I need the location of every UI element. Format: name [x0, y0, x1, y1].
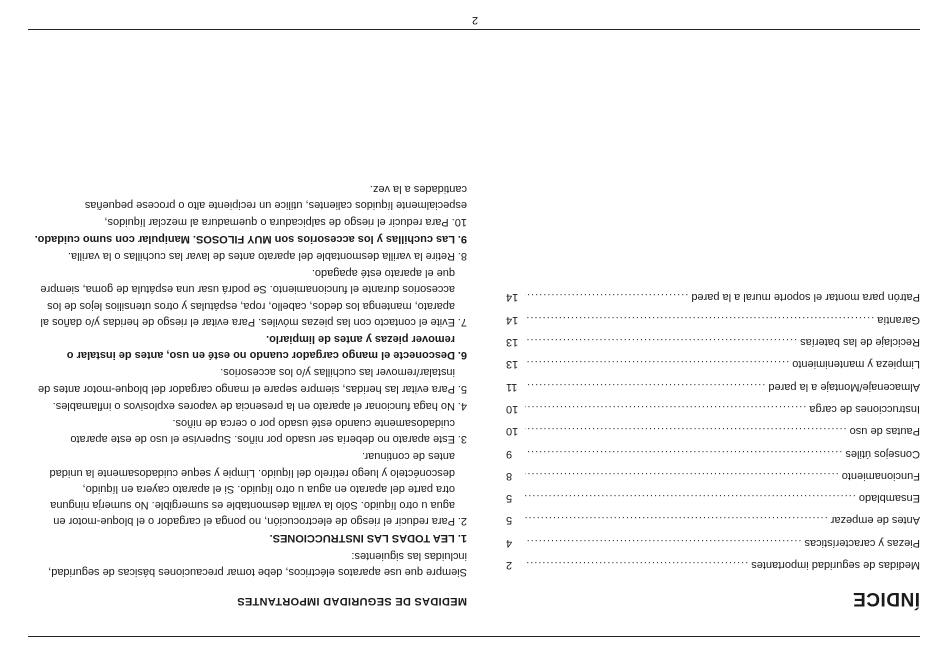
safety-item-9 — [32, 231, 467, 247]
toc-entry-label: Consejos útiles — [845, 447, 920, 460]
item-text: Para evitar las heridas, siempre separe el mango cargador del bloque-motor antes de instalar/remover las cuchillas y/o los accesorios. — [37, 366, 455, 395]
safety-item-10: 10. Para reducir el riesgo de salpicadura o quemadura al mezclar líquidos, especialmente líquidos calientes, utilice un recipiente alto o procese pequeñas cantidades a la vez. — [84, 183, 467, 228]
toc-leader-dots — [525, 492, 856, 504]
item-number: 4. — [457, 399, 467, 412]
safety-item-8 — [32, 248, 467, 264]
toc-entry-label: Patrón para montar el soporte mural a la pared — [691, 291, 920, 304]
safety-intro: Siempre que use aparatos eléctricos, debe tomar precauciones básicas de seguridad, incluidas las siguientes: — [48, 549, 467, 578]
item-number: 3. — [457, 433, 467, 446]
item-number: 6. — [457, 349, 467, 362]
toc-entry-page: 5 — [506, 492, 513, 505]
toc-leader-dots — [525, 537, 801, 549]
toc-entry-label: Antes de empezar — [830, 514, 920, 527]
item-text: Las cuchillas y los accesorios son MUY FILOSOS. Manipular con sumo cuidado. — [34, 232, 455, 245]
toc-leader-dots — [525, 559, 748, 571]
toc-entry-page: 11 — [506, 380, 518, 393]
item-number: 7. — [457, 315, 467, 328]
toc-entry-label: Almacenaje/Montaje a la pared — [768, 380, 920, 393]
safety-item-5 — [32, 364, 467, 396]
item-number: 2. — [457, 515, 467, 528]
toc-entry-label: Ensamblado — [858, 492, 920, 505]
safety-item-3 — [32, 415, 467, 447]
toc-entry-page: 10 — [506, 425, 519, 438]
safety-item-4 — [32, 398, 467, 414]
toc-entry-page: 8 — [506, 469, 513, 482]
toc-list — [506, 281, 920, 571]
toc-leader-dots — [525, 448, 842, 460]
toc-leader-dots — [525, 514, 828, 526]
toc-entry — [506, 348, 920, 370]
toc-entry — [506, 526, 920, 548]
toc-entry-page: 10 — [506, 402, 519, 415]
toc-entry-page: 14 — [506, 291, 519, 304]
toc-entry — [506, 482, 920, 504]
toc-entry — [506, 504, 920, 526]
toc-entry-label: Medidas de seguridad importantes — [751, 559, 920, 571]
toc-entry — [506, 326, 920, 348]
toc-leader-dots — [525, 291, 688, 303]
toc-leader-dots — [525, 358, 789, 370]
toc-leader-dots — [525, 470, 839, 482]
safety-item-2 — [32, 448, 467, 529]
toc-title: ÍNDICE — [852, 588, 920, 609]
toc-entry — [506, 460, 920, 482]
page-number: 2 — [471, 14, 479, 26]
toc-leader-dots — [525, 314, 874, 326]
toc-entry-page: 13 — [506, 358, 519, 371]
toc-entry-label: Reciclaje de las baterías — [800, 336, 920, 349]
toc-entry-label: Limpieza y mantenimiento — [792, 358, 920, 371]
toc-leader-dots — [525, 425, 847, 437]
toc-entry-label: Pautas de uso — [849, 425, 920, 438]
item-text: Desconecte el mango cargador cuando no esté en uso, antes de instalar o remover piezas y antes de limpiarlo. — [66, 332, 455, 362]
toc-entry — [506, 437, 920, 459]
toc-entry — [506, 370, 920, 392]
toc-entry-page: 14 — [506, 313, 519, 326]
toc-entry-page: 9 — [506, 447, 513, 460]
safety-item-1: 1. LEA TODAS LAS INSTRUCCIONES. — [269, 532, 467, 545]
toc-leader-dots — [525, 403, 806, 415]
toc-entry — [506, 303, 920, 325]
toc-entry-label: Instrucciones de carga — [809, 402, 920, 415]
item-text: No haga funcionar el aparato en la presencia de vapores explosivos o inflamables. — [52, 399, 455, 412]
safety-item-7 — [32, 265, 467, 330]
safety-item-6 — [32, 331, 467, 363]
item-text: Este aparato no debería ser usado por niños. Supervise el uso de este aparato cuidadosamente cuando esté usado por o cerca de niños. — [70, 416, 455, 446]
toc-entry — [506, 393, 920, 415]
toc-entry-page: 2 — [506, 559, 513, 571]
toc-entry — [506, 281, 920, 303]
toc-entry-page: 13 — [506, 336, 519, 349]
bottom-rule — [28, 29, 920, 30]
item-number: 9. — [457, 232, 467, 245]
toc-entry-label: Funcionamiento — [841, 469, 920, 482]
toc-entry-page: 5 — [506, 514, 513, 527]
toc-entry-label: Garantía — [877, 313, 920, 326]
toc-leader-dots — [525, 336, 797, 348]
safety-section — [32, 181, 467, 609]
safety-title: MEDIDAS DE SEGURIDAD IMPORTANTES — [236, 595, 467, 607]
toc-entry — [506, 415, 920, 437]
item-number: 8. — [457, 249, 467, 262]
top-rule — [28, 636, 920, 637]
item-text: Para reducir el riesgo de electrocución, no ponga el cargador o el bloque-motor en agua u otro líquido. Sólo la varilla desmontable es sumergible. No sumerja ninguna otra parte del aparato en agua u otro líquido. Si el aparato cayera en líquido, desconéctelo y luego retírelo del líquido. Limpie y seque cuidadosamente la unidad antes de continuar. — [49, 450, 455, 528]
item-text: Evite el contacto con las piezas móviles. Para evitar el riesgo de heridas y/o daños al aparato, mantenga los dedos, cabello, ropa, espátulas y otros utensilios lejos de los accesorios durante el funcionamiento. Se podrá usar una espátula de goma, siempre que el aparato esté apagado. — [40, 267, 455, 328]
toc-entry — [506, 549, 920, 571]
toc-entry-page: 4 — [506, 536, 513, 549]
toc-leader-dots — [525, 381, 765, 393]
item-text: Retire la varilla desmontable del aparato antes de lavar las cuchillas o la varilla. — [67, 249, 455, 262]
item-number: 5. — [457, 382, 467, 395]
toc-entry-label: Piezas y características — [804, 536, 920, 549]
table-of-contents — [506, 281, 920, 609]
